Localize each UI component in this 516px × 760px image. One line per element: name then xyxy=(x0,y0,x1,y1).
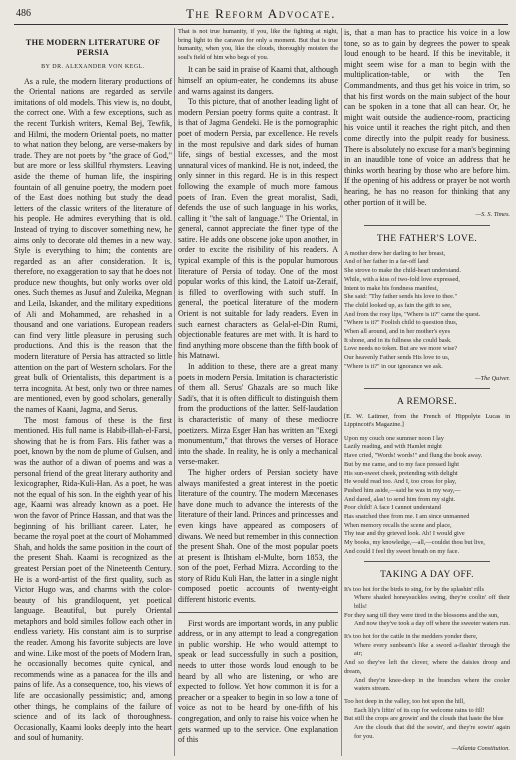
poem-line: Poor child! A face I cannot understand xyxy=(344,504,441,512)
column-3 xyxy=(344,28,510,756)
article-paragraph: is, that a man has to practice his voice in a low tone, so as to gain by degrees the power to speak loud enough to be heard. If this be inevitable, it might seem wise for a man to begin with the multiplication-table, or with the Ten Commandments, and thus get his voice in trim, so that his first words on the main subject of the hour can be spoken in a tone that all can hear. Or, he might wait outside the audience-room, practicing his voice until it reaches the right pitch, and then come directly into the pulpit ready for business. There is absolutely no excuse for a man's beginning in an inaudible tone of voice an address that he thinks worth hearing by those who are before him. If the opening of his address or prayer be not worth hearing, he has no reason for thinking that any other portion of it will be. xyxy=(344,28,510,207)
article-paragraph: It can be said in praise of Kaami that, although himself an opium-eater, he condemns its abuse and warns against its dangers. xyxy=(178,65,338,96)
poem-line: She strove to make the child-heart understand. xyxy=(344,267,461,275)
column-divider xyxy=(174,28,175,756)
section-rule xyxy=(364,388,490,389)
page-number: 486 xyxy=(16,8,31,19)
poem-line: His sun-sweet cheek, pretending with delight xyxy=(344,469,458,477)
poem-line: She said: "Thy father sends his love to thee." xyxy=(344,293,458,301)
article-paragraph: To this picture, that of another leading light of modern Persian poetry forms quite a contrast. It is that of Jagma Gendeki. He is the pornographic poet of modern Persia, par excellence. He revels in the most repulsive and dark sides of human life, sings of bestial excesses, and the most unnatural vices of mankind. He is not, indeed, the only sinner in this regard. He is in this respect following the example of much more famous poets of Iran. Even the great moralist, Sadi, defends the use of such language in his works, calling it "the salt of language." The Oriental, in general, cannot appreciate the finer type of the satire. He adds one obscene joke upon another, in order to excite the risibility of his readers. A typical example of this is the popular humorous literature of Persia of today. One of the most popular works of this kind, the Latoif ua-Zeraif, is filled to overflowing with such stuff. In general, the poetical literature of the modern Orient is not suitable for lady readers. Even in such earnest characters as Gelal-el-Din Rumi, objectionable features are met with. It is hard to find anything more obscene than the fifth book of his Matnawi. xyxy=(178,97,338,361)
poem-line: And dared, alas! to send him from my sight. xyxy=(344,495,456,503)
poem-body xyxy=(344,586,510,742)
poem-title: THE FATHER'S LOVE. xyxy=(376,233,478,244)
article-quote: That is not true humanity, if you, like the fighting at night, bring light to the caravan for only a moment. But that is true humanity, when you, like the clouds, thoroughly moisten the soul's field of him who begs of you. xyxy=(178,28,338,61)
article-separator xyxy=(178,612,338,613)
poem-attribution: —Atlanta Constitution. xyxy=(451,744,510,752)
poem-line: Where every sunbeam's like a sword a-flashin' through the air; xyxy=(354,641,510,658)
section-rule xyxy=(364,225,490,226)
poem-line: He would read too. And I, too cross for play, xyxy=(344,478,457,486)
article-paragraph: As a rule, the modern literary productions of the Oriental nations are regarded as servile imitations of old models. This view is, no doubt, the correct one. With a few exceptions, such as the recent Turkish writers, Kemal Bej, Tewfik, and Hilmi, the modern Oriental poets, no matter to what nation they belong, are verse-makers by trade. They are not poets by "the grace of God," but are more or less skillful rhymsters. Leaving aside the theme of human life, the inspiring fountain of all genuine poetry, the modern poet of the East does nothing but study the dead letters of the classic writers of the literature of his people. He admires everything that is old. Instead of trying to discover something new, he aims only to decorate old themes in a new way. Style is everything to him; the contents are regarded as an after consideration. It is, therefore, no exaggeration to say that he does not produce new thoughts, but only works over old ones. Such themes as Jusuf and Zuleika, Megnan and Leila, Iskander, and the military expeditions of Ali and Mohammed, are rehashed in a thousand and one variations. European readers can find very little pleasure in perusing such productions. And this is the reason that the modern literature of Persia has attracted so little attention on the part of Western scholars. For the great bulk of Orientalists, this department is a terra incognita. At best, only two or three names are mentioned, even by good scholars, generally the names of Kaani, Jagma, and Serus. xyxy=(14,76,172,414)
poem-attribution: —The Quiver. xyxy=(475,374,510,382)
masthead-title: The Reform Advocate. xyxy=(185,6,337,21)
poem-line: It shone, and in its fullness she could bask. xyxy=(344,336,452,344)
poem-line: When all around, and in her mother's eyes xyxy=(344,328,451,336)
article-attribution: —S. S. Times. xyxy=(475,211,510,219)
poem-line: And of her father in a far-off land xyxy=(344,258,429,266)
article-byline: BY DR. ALEXANDER VON KEGL. xyxy=(41,64,145,70)
article-paragraph: In addition to these, there are a great many poets in modern Persia. Imitation is characteristic of them all. Serus' Ghazals are so much like Sadi's, that it is often difficult to distinguish them from the productions of the latter. Self-laudation is characteristic of many of these mediocre poetizers. Mirza Esger Han has written an "Exegi monumentum," that throws the verses of Horace into the shade. In reality, he is only a mechanical verse-maker. xyxy=(178,362,338,467)
poem-line: While, with a kiss of two-fold love expressed, xyxy=(344,275,460,283)
poem-line: It's too hot for the birds to sing, for by the splashin' rills xyxy=(344,585,484,593)
poem-line: It's too hot for the cattle in the medders yonder there, xyxy=(344,633,478,641)
poem-line: And they're knee-deep in the branches where the cooler waters stream. xyxy=(354,676,510,693)
poem-title: TAKING A DAY OFF. xyxy=(380,569,474,580)
poem-line: Lazily reading, and with Hamlet might xyxy=(344,443,442,451)
article-paragraph: First words are important words, in any public address, or in any attempt to lead a congregation in public worship. He who would attempt to speak or lead successfully in such a position, needs to utter those words loud enough to be heard by all who are listening, or who are expected to follow. Yet how common it is for a preacher or a speaker to begin in so low a tone of voice as not to be heard by one-fifth of his congregation, and only to raise his voice when he gets warmed up to the service. One explanation of this xyxy=(178,618,338,745)
poem-line: Each lily's liftin' of its cup for welcome rains to fill! xyxy=(354,706,485,714)
section-rule xyxy=(364,561,490,562)
poem-line: Upon my couch one summer noon I lay xyxy=(344,434,444,442)
article-paragraph: The higher orders of Persian society have always manifested a great interest in the poetic literature of the country. The modern Mæcenases have done much to advance the interests of the literature of their land. Princes and princesses and even kings have appeared as composers of diwans. We need but remember in this connection the present Shah. One of the most popular poets at present is Ihtisham el-Multe, born 1853, the son of the poet, Ferhad Mizra. According to the story of Ridu Kuli Han, the latter in a single night composed poetic accounts of twenty-eight different historic events. xyxy=(178,467,338,605)
poem-line: A mother drew her darling to her breast, xyxy=(344,249,446,257)
poem-line: Thy tear and thy grieved look. Ah! I would give xyxy=(344,530,465,538)
poem-line: And so they've left the clover, where the daisies droop and dream, xyxy=(344,659,510,675)
poem-line: Our heavenly Father sends His love to us, xyxy=(344,354,450,362)
poem-line: Too hot deep in the valley, too hot upon the hill, xyxy=(344,698,465,705)
article-paragraph: The most famous of these is the first mentioned. His full name is Habib-illah-el-Farsi, showing that he is from Fars. His father was a poet, known by the nom de plume of Gulsen, and was the author of a diwan of poems and was a personal friend of the great literary authority and lexicographer, Rida-Kuli-Han. As a poet, he was not the equal of his son. In the eighth year of his age, Kaami was already known as a poet. He won the favor of Prince Hassan, and that was the beginning of his brilliant career. Later, he became the royal poet at the court of Mohammed Shah, and holds the same position in the court of the present Shah. Kaami is recognized as the greatest Persian poet of the Nineteenth Century. He is a word-artist of the first quality, such as Victor Hugo was, and charms with the color-beauty of his grandiloquent, yet poetical language. Beautiful, but purely Oriental metaphors and bold similes follow each other in endless variety. His constant aim is to surprise the reader. Among his favorite subjects are love and wine. Like most of the poets of Modern Iran, he occasionally becomes quite cynical, and recommends wine as a panacea for the ills and pains of life. As a consequence, too, his views of life are occasionally pessimistic; and, among other things, he complains of the failure of science and of its lack of thoroughness. Occasionally, Kaami looks deeply into the heart and soul of humanity. xyxy=(14,415,172,743)
page-header xyxy=(14,6,508,22)
poem-body xyxy=(344,250,510,372)
poem-line: For they sang till they were tired in the blossoms and the sun, xyxy=(344,611,499,619)
column-1 xyxy=(14,28,172,756)
poem-line: But by me came, and to my face pressed light xyxy=(344,460,460,468)
poem-line: And could I feel thy sweet breath on my face. xyxy=(344,547,460,555)
poem-line: "Where is it?" Foolish child to question thus, xyxy=(344,319,458,327)
poem-line: My books, my knowledge,—all,—couldst thou but live, xyxy=(344,539,485,547)
poem-line: Love needs no token. But are we more wise? xyxy=(344,345,458,353)
poem-line: "Where is it?" in our ignorance we ask. xyxy=(344,362,443,370)
poem-line: Have cried, "Words! words!" and flung the book away. xyxy=(344,452,483,460)
column-2 xyxy=(178,28,338,756)
article-title: THE MODERN LITERATURE OF PERSIA xyxy=(25,38,161,57)
poem-line: But still the crops are growin' and the clouds that haste the blue xyxy=(344,715,504,723)
poem-line: And from the rosy lips, "Where is it?" came the quest. xyxy=(344,310,481,318)
poem-line: Where shaded honeysuckles swing, they're coolin' off their bills! xyxy=(354,594,510,610)
poem-source-note: [E. W. Latimer, from the French of Hippolyte Lucas in Lippincott's Magazine.] xyxy=(344,413,510,429)
poem-body xyxy=(344,435,510,557)
header-rule xyxy=(14,24,508,25)
poem-line: Has snatched thee from me. I am since unmanned xyxy=(344,513,470,521)
poem-line: Are the clouds that did the sowin', and they're sowin' again for you. xyxy=(354,724,510,740)
poem-line: And now they've took a day off where the sweeter waters run. xyxy=(354,620,510,628)
poem-line: Intent to make his fondness manifest, xyxy=(344,284,439,292)
poem-line: When memory recalls the scene and place, xyxy=(344,521,452,529)
column-divider xyxy=(341,28,342,756)
poem-title: A REMORSE. xyxy=(397,397,457,408)
poem-line: Pushed him aside,—said he was in my way,— xyxy=(344,486,461,494)
poem-line: The child looked up, as fain the gift to see, xyxy=(344,301,452,309)
